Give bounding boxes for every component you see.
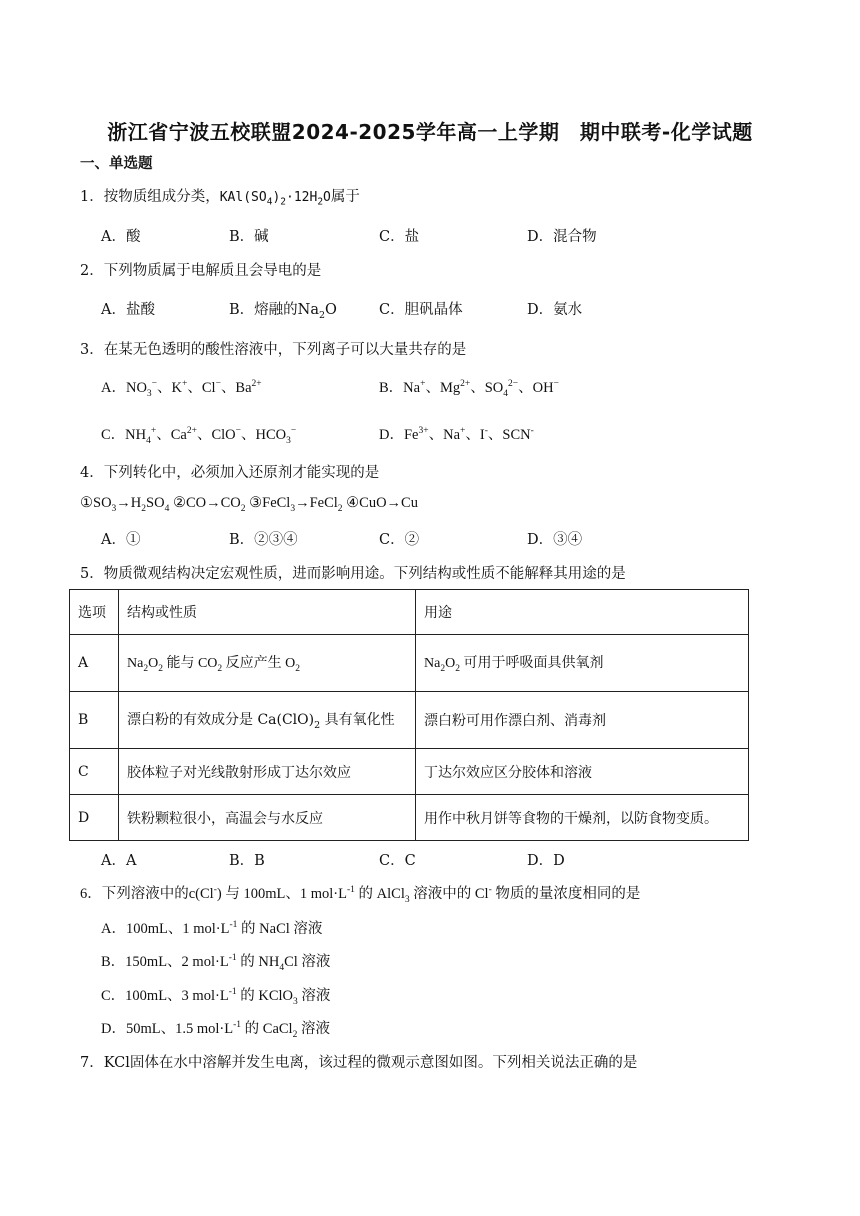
section-heading: 一、单选题 xyxy=(80,156,153,172)
q3-option-d[interactable]: D．$Fe^{3+}$、Na+、I-、SCN- xyxy=(379,426,534,443)
table-cell: 丁达尔效应区分胶体和溶液 xyxy=(416,749,749,795)
q3-option-c[interactable]: C．$NH_4^+$、$Ca^{2+}$、ClO−、$HCO_3^-$ xyxy=(101,426,297,446)
table-row xyxy=(70,635,749,692)
table-header-row xyxy=(70,590,749,635)
table-cell: 胶体粒子对光线散射形成丁达尔效应 xyxy=(119,749,416,795)
table-cell: 漂白粉的有效成分是 $Ca(ClO)_2$ 具有氧化性 xyxy=(119,692,416,749)
table-row xyxy=(70,749,749,795)
q4-option-a[interactable]: A．① xyxy=(101,532,141,548)
table-cell: D xyxy=(70,795,119,841)
q2-option-a[interactable]: A．盐酸 xyxy=(101,302,155,318)
q4-option-b[interactable]: B．②③④ xyxy=(229,532,298,548)
q4-option-c[interactable]: C．② xyxy=(379,532,420,548)
q2-option-d[interactable]: D．氨水 xyxy=(527,302,583,318)
question-1-stem: 1．按物质组成分类，$KAl(SO_4)_2\cdot 12H_2O$属于 xyxy=(80,189,360,208)
q1-formula: $KAl(SO_4)_2\cdot 12H_2O$ xyxy=(219,190,331,208)
q1-option-d[interactable]: D．混合物 xyxy=(527,229,597,245)
table-cell: 铁粉颗粒很小，高温会与水反应 xyxy=(119,795,416,841)
q2-option-c[interactable]: C．胆矾晶体 xyxy=(379,302,463,318)
table-cell: $Na_2O_2$ 能与 $CO_2$ 反应产生 $O_2$ xyxy=(119,635,416,692)
table-cell: A xyxy=(70,635,119,692)
table-header-cell: 结构或性质 xyxy=(119,590,416,635)
q4-conversions: $①SO_3\to H_2SO_4$ $②CO\to CO_2$ ③FeCl$_3$→FeCl$_2$ ④CuO→Cu xyxy=(80,495,418,514)
q1-option-b[interactable]: B．碱 xyxy=(229,229,269,245)
question-4-stem: 4．下列转化中，必须加入还原剂才能实现的是 xyxy=(80,465,380,481)
q3-option-b[interactable]: B．Na+、$Mg^{2+}$、$SO_4^{2-}$、OH− xyxy=(379,379,559,399)
table-row xyxy=(70,795,749,841)
q1-option-c[interactable]: C．盐 xyxy=(379,229,420,245)
table-cell: B xyxy=(70,692,119,749)
q5-option-b[interactable]: B．B xyxy=(229,853,265,869)
question-3-stem: 3．在某无色透明的酸性溶液中，下列离子可以大量共存的是 xyxy=(80,342,467,358)
q6-option-c[interactable]: C．100mL、3 $mol\cdot L^{-1}$ 的 KClO$_3$ 溶液 xyxy=(101,987,331,1007)
q5-table xyxy=(69,589,749,841)
q5-option-d[interactable]: D．D xyxy=(527,853,565,869)
page-title: 浙江省宁波五校联盟2024-2025学年高一上学期 期中联考-化学试题 xyxy=(107,120,753,144)
question-6-stem: 6．下列溶液中的c(Cl-) 与 100mL、1 $mol\cdot L^{-1}$ 的 AlCl$_3$ 溶液中的 Cl- 物质的量浓度相同的是 xyxy=(80,885,641,905)
table-header-cell: 选项 xyxy=(70,590,119,635)
q6-option-a[interactable]: A．100mL、1 $mol\cdot L^{-1}$ 的 NaCl 溶液 xyxy=(101,920,323,937)
table-cell: 用作中秋月饼等食物的干燥剂，以防食物变质。 xyxy=(416,795,749,841)
table-header-cell: 用途 xyxy=(416,590,749,635)
q5-option-a[interactable]: A．A xyxy=(101,853,137,869)
table-cell: C xyxy=(70,749,119,795)
question-2-stem: 2．下列物质属于电解质且会导电的是 xyxy=(80,263,322,279)
question-5-stem: 5．物质微观结构决定宏观性质，进而影响用途。下列结构或性质不能解释其用途的是 xyxy=(80,566,626,582)
q6-option-d[interactable]: D．50mL、1.5 $mol\cdot L^{-1}$ 的 CaCl$_2$ 溶液 xyxy=(101,1020,330,1040)
q2-option-b[interactable]: B．熔融的$Na_2O$ xyxy=(229,302,337,321)
q3-option-a[interactable]: A．$NO_3^-$、K+、Cl−、$Ba^{2+}$ xyxy=(101,379,262,399)
q1-option-a[interactable]: A．酸 xyxy=(101,229,141,245)
q6-option-b[interactable]: B．150mL、2 $mol\cdot L^{-1}$ 的 $NH_4Cl$ 溶液 xyxy=(101,953,331,973)
table-cell: 漂白粉可用作漂白剂、消毒剂 xyxy=(416,692,749,749)
table-cell: $Na_2O_2$ 可用于呼吸面具供氧剂 xyxy=(416,635,749,692)
q5-option-c[interactable]: C．C xyxy=(379,853,416,869)
q4-option-d[interactable]: D．③④ xyxy=(527,532,583,548)
question-7-stem: 7．KCl固体在水中溶解并发生电离，该过程的微观示意图如图。下列相关说法正确的是 xyxy=(80,1055,638,1071)
table-row xyxy=(70,692,749,749)
